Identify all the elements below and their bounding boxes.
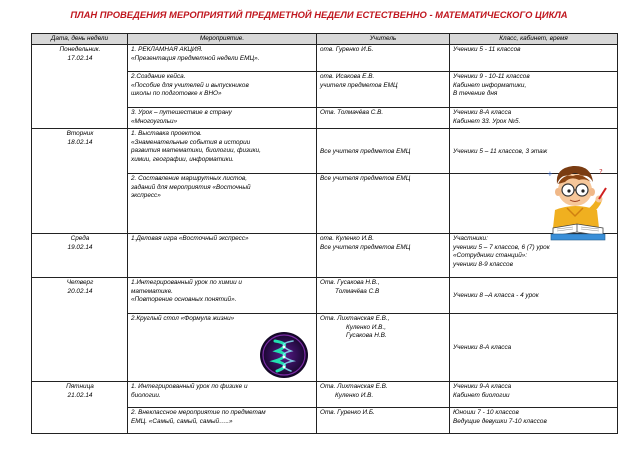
teacher-text: отв. Куленко И.В.: [320, 235, 374, 243]
class-text: Ученики 8-А класса: [453, 344, 512, 352]
event-text: «Многоугольи»: [131, 117, 178, 125]
day-cell-tuesday: [32, 129, 128, 234]
class-cell: [450, 108, 618, 129]
class-text: ученики 8-9 классов: [453, 260, 513, 268]
day-name: Вторник: [66, 130, 94, 138]
class-text: ученики 5 – 7 классов, 6 (7) урок: [453, 243, 550, 251]
event-cell: [128, 234, 317, 278]
header-date: Дата, день недели: [32, 34, 128, 45]
day-name: Среда: [70, 235, 90, 243]
event-text: 1. РЕКЛАМНАЯ АКЦИЯ.: [131, 46, 203, 54]
event-cell: [128, 382, 317, 408]
event-text: 2.Круглый стол «Формула жизни»: [131, 315, 235, 323]
teacher-text: Отв. Лихтанская Е.В.: [320, 383, 388, 391]
class-text: Ученики 5 – 11 классов, 3 этаж: [453, 147, 548, 155]
event-text: экспресс»: [131, 192, 161, 200]
day-name: Четверг: [66, 279, 94, 287]
header-teacher: Учитель: [317, 34, 450, 45]
event-cell: [128, 45, 317, 72]
teacher-cell: [317, 382, 450, 408]
teacher-text: Все учителя предметов ЕМЦ: [320, 243, 411, 251]
day-date: 20.02.14: [67, 287, 93, 295]
event-cell: [128, 408, 317, 434]
day-name: Пятница: [66, 383, 94, 391]
teacher-cell: [317, 129, 450, 174]
teacher-cell: [317, 174, 450, 234]
header-event: Мероприятие.: [128, 34, 317, 45]
event-text: 1. Выставка проектов.: [131, 130, 202, 138]
event-cell: [128, 108, 317, 129]
teacher-text: Все учителя предметов ЕМЦ: [320, 147, 411, 155]
class-text: Ученики 9 - 10-11 классов: [453, 73, 530, 81]
day-cell-friday: [32, 382, 128, 434]
class-cell: [450, 314, 618, 382]
table-row: [32, 129, 618, 174]
class-text: Ученики 9-А класса: [453, 383, 512, 391]
event-text: «Знаменательные события в истории: [131, 138, 251, 146]
teacher-text: Отв. Гуренко И.Б.: [320, 409, 375, 417]
class-cell: [450, 278, 618, 314]
dna-formula-logo: [259, 331, 309, 379]
teacher-text: Гусакова Н.В.: [346, 332, 387, 340]
event-text: 2. Составление маршрутных листов,: [131, 175, 248, 183]
teacher-cell: [317, 278, 450, 314]
teacher-text: учителя предметов ЕМЦ: [320, 81, 398, 89]
class-text: Кабинет информатики,: [453, 81, 527, 89]
teacher-cell: [317, 108, 450, 129]
schedule-table: [31, 33, 618, 434]
event-text: «Пособие для учителей и выпускников: [131, 81, 249, 89]
teacher-cell: [317, 234, 450, 278]
event-text: 2. Внеклассное мероприятие по предметам: [131, 409, 266, 417]
class-cell: [450, 45, 618, 72]
event-text: школы по подготовке к ВНО»: [131, 90, 222, 98]
class-cell: [450, 408, 618, 434]
class-text: В течение дня: [453, 90, 498, 98]
class-text: Кабинет 33. Урок №5.: [453, 117, 521, 125]
class-text: Юноши 7 - 10 классов: [453, 409, 519, 417]
day-date: 19.02.14: [67, 243, 93, 251]
class-text: Ведущие девушки 7-10 классов: [453, 417, 547, 425]
class-text: Ученики 8-А класса: [453, 109, 512, 117]
header-row: [32, 34, 618, 45]
page-title: ПЛАН ПРОВЕДЕНИЯ МЕРОПРИЯТИЙ ПРЕДМЕТНОЙ НЕДЕЛИ ЕСТЕСТВЕННО - МАТЕМАТИЧЕСКОГО ЦИКЛА: [70, 9, 568, 20]
event-text: 2.Создание кейса.: [131, 73, 186, 81]
teacher-cell: [317, 408, 450, 434]
event-text: ЕМЦ. «Самый, самый, самый…..»: [131, 417, 233, 425]
class-text: Ученики 8 –А класса - 4 урок: [453, 292, 539, 300]
teacher-cell: [317, 72, 450, 108]
event-cell: [128, 278, 317, 314]
event-text: биологии.: [131, 391, 161, 399]
day-name: Понедельник.: [59, 46, 101, 54]
header-class: Класс, кабинет, время: [450, 34, 618, 45]
day-cell-thursday: [32, 278, 128, 382]
table-row: [32, 382, 618, 408]
table-row: [32, 278, 618, 314]
class-text: Участники:: [453, 235, 488, 243]
event-text: «Презентация предметной недели ЕМЦ».: [131, 54, 260, 62]
teacher-text: Куленко И.В.: [335, 391, 374, 399]
event-cell: [128, 129, 317, 174]
teacher-cell: [317, 314, 450, 382]
event-cell: [128, 174, 317, 234]
teacher-cell: [317, 45, 450, 72]
class-text: Ученики 5 - 11 классов: [453, 46, 521, 54]
event-text: математике.: [131, 287, 173, 295]
event-cell: [128, 72, 317, 108]
teacher-text: Отв. Гусакова Н.В.,: [320, 279, 380, 287]
day-cell-monday: [32, 45, 128, 129]
class-text: Кабинет биологии: [453, 391, 510, 399]
boy-studying-illustration: [545, 162, 611, 242]
event-text: развития математики, биологии, физики,: [131, 147, 261, 155]
svg-text:?: ?: [599, 168, 603, 176]
teacher-text: Отв. Лихтанская Е.В.,: [320, 315, 390, 323]
class-cell: [450, 382, 618, 408]
teacher-text: отв. Исакова Е.В.: [320, 73, 375, 81]
teacher-text: Все учителя предметов ЕМЦ: [320, 175, 411, 183]
table-row: [32, 234, 618, 278]
class-cell: [450, 72, 618, 108]
day-cell-wednesday: [32, 234, 128, 278]
event-text: химии, географии, информатики.: [131, 155, 234, 163]
event-text: 1. Интегрированный урок по физике и: [131, 383, 248, 391]
svg-text:+: +: [547, 170, 553, 178]
teacher-text: Толмачёва С.В: [335, 287, 380, 295]
table-row: [32, 45, 618, 72]
event-text: «Повторение основных понятий».: [131, 296, 237, 304]
event-text: 3. Урок – путешествие в страну: [131, 109, 232, 117]
day-date: 17.02.14: [67, 54, 93, 62]
event-text: заданий для мероприятия «Восточный: [131, 183, 251, 191]
class-text: «Сотрудники станций»:: [453, 252, 528, 260]
day-date: 18.02.14: [67, 138, 93, 146]
event-text: 1.Интегрированный урок по химии и: [131, 279, 242, 287]
day-date: 21.02.14: [67, 391, 93, 399]
event-text: 1.Деловая игра «Восточный экспресс»: [131, 235, 249, 243]
teacher-text: Отв. Толмачёва С.В.: [320, 109, 384, 117]
teacher-text: Куленко И.В.,: [346, 323, 387, 331]
teacher-text: отв. Гуренко И.Б.: [320, 46, 374, 54]
